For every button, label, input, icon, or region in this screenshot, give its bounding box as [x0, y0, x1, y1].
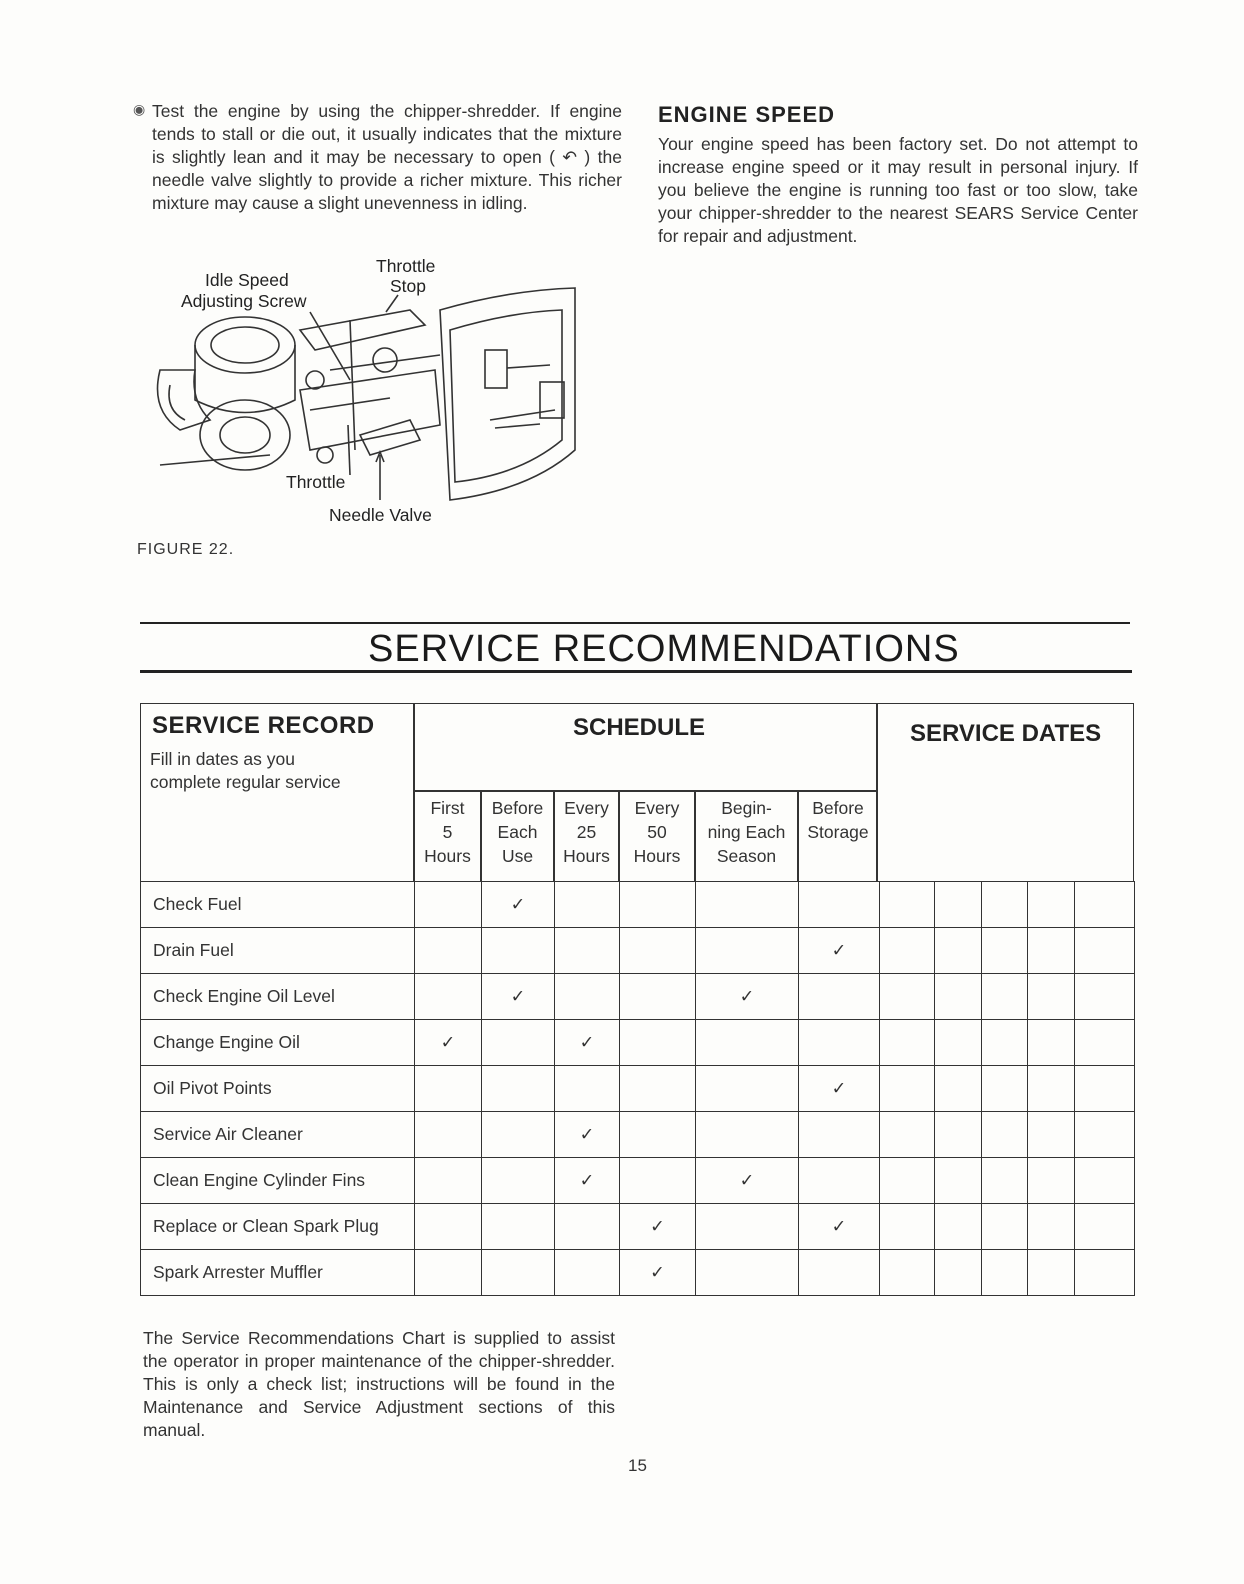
- column-header-line: Before: [812, 798, 864, 818]
- check-mark-icon: ✓: [440, 1032, 456, 1052]
- column-divider: [618, 791, 620, 881]
- check-mark-icon: ✓: [579, 1124, 595, 1144]
- table-row: [141, 974, 1135, 1020]
- service-date-cell[interactable]: [935, 1066, 982, 1112]
- schedule-column-header: [619, 796, 695, 868]
- schedule-cell: [482, 1204, 555, 1250]
- column-header-line: ning Each: [707, 822, 786, 842]
- task-label: Service Air Cleaner: [141, 1112, 415, 1158]
- check-mark-icon: ✓: [510, 986, 526, 1006]
- header-divider: [876, 703, 878, 881]
- service-record-heading: SERVICE RECORD: [152, 712, 375, 739]
- schedule-cell: [555, 1066, 620, 1112]
- column-divider: [694, 791, 696, 881]
- service-date-cell[interactable]: [1075, 928, 1135, 974]
- column-header-line: Hours: [424, 846, 471, 866]
- schedule-cell: [696, 1112, 799, 1158]
- schedule-cell: [799, 974, 880, 1020]
- schedule-cell: [415, 1204, 482, 1250]
- schedule-cell: [799, 1158, 880, 1204]
- schedule-column-header: [695, 796, 798, 868]
- title-rule-bottom: [140, 670, 1132, 673]
- schedule-cell: [799, 928, 880, 974]
- schedule-cell: [555, 1204, 620, 1250]
- schedule-cell: [620, 882, 696, 928]
- column-header-line: 5: [442, 822, 453, 842]
- service-date-cell[interactable]: [982, 1066, 1028, 1112]
- column-header-line: Begin-: [721, 798, 772, 818]
- schedule-cell: [799, 1112, 880, 1158]
- task-label: Spark Arrester Muffler: [141, 1250, 415, 1296]
- schedule-cell: [555, 928, 620, 974]
- schedule-heading: SCHEDULE: [573, 714, 706, 741]
- service-date-cell[interactable]: [880, 974, 935, 1020]
- schedule-cell: [696, 1020, 799, 1066]
- schedule-cell: [620, 974, 696, 1020]
- schedule-column-header: [554, 796, 619, 868]
- service-date-cell[interactable]: [1075, 1158, 1135, 1204]
- schedule-cell: [555, 974, 620, 1020]
- schedule-cell: [696, 974, 799, 1020]
- service-table: [140, 881, 1135, 1296]
- table-row: [141, 1250, 1135, 1296]
- service-date-cell[interactable]: [880, 882, 935, 928]
- check-mark-icon: ✓: [831, 1216, 847, 1236]
- schedule-cell: [799, 1204, 880, 1250]
- schedule-cell: [799, 1066, 880, 1112]
- service-date-cell[interactable]: [1075, 1250, 1135, 1296]
- column-header-line: 25: [576, 822, 597, 842]
- task-label: Oil Pivot Points: [141, 1066, 415, 1112]
- service-date-cell[interactable]: [982, 974, 1028, 1020]
- schedule-cell: [482, 974, 555, 1020]
- footer-paragraph: The Service Recommendations Chart is supplied to assist the operator in proper maintenance of the chipper-shredder. This is only a check list; instructions will be found in the Maintenance and Service Adjustment sections of this manual.: [143, 1328, 615, 1440]
- service-date-cell[interactable]: [880, 1250, 935, 1296]
- task-label: Replace or Clean Spark Plug: [141, 1204, 415, 1250]
- check-mark-icon: ✓: [650, 1216, 665, 1236]
- column-header-line: Hours: [563, 846, 610, 866]
- title-rule-top: [140, 622, 1130, 624]
- service-date-cell[interactable]: [880, 1158, 935, 1204]
- schedule-cell: [415, 928, 482, 974]
- schedule-cell: [620, 1250, 696, 1296]
- schedule-cell: [415, 1066, 482, 1112]
- service-date-cell[interactable]: [1075, 1204, 1135, 1250]
- schedule-cell: [415, 1020, 482, 1066]
- service-date-cell[interactable]: [1028, 974, 1075, 1020]
- service-date-cell[interactable]: [1028, 1204, 1075, 1250]
- task-label: Check Engine Oil Level: [141, 974, 415, 1020]
- column-header-line: Storage: [807, 822, 869, 842]
- schedule-cell: [415, 974, 482, 1020]
- table-row: [141, 1204, 1135, 1250]
- column-header-line: Before: [491, 798, 544, 818]
- column-header-line: Season: [716, 846, 777, 866]
- schedule-cell: [620, 1020, 696, 1066]
- service-date-cell[interactable]: [982, 882, 1028, 928]
- service-date-cell[interactable]: [1028, 1112, 1075, 1158]
- task-label: Check Fuel: [141, 882, 415, 928]
- engine-speed-heading: ENGINE SPEED: [658, 102, 836, 127]
- schedule-cell: [415, 1250, 482, 1296]
- service-date-cell[interactable]: [935, 928, 982, 974]
- schedule-cell: [482, 882, 555, 928]
- service-dates-heading: SERVICE DATES: [910, 720, 1102, 747]
- carburetor-figure: [150, 250, 610, 540]
- schedule-cell: [696, 1204, 799, 1250]
- schedule-cell: [415, 1158, 482, 1204]
- service-date-cell[interactable]: [880, 928, 935, 974]
- column-header-line: Each: [497, 822, 538, 842]
- column-header-line: Every: [564, 798, 609, 818]
- subtitle-line: Fill in dates as you: [150, 749, 295, 769]
- task-label: Drain Fuel: [141, 928, 415, 974]
- table-row: [141, 882, 1135, 928]
- schedule-cell: [696, 928, 799, 974]
- check-mark-icon: ✓: [650, 1262, 665, 1282]
- service-date-cell[interactable]: [935, 1112, 982, 1158]
- schedule-cell: [696, 1158, 799, 1204]
- service-date-cell[interactable]: [1075, 882, 1135, 928]
- column-header-line: First: [430, 798, 465, 818]
- check-mark-icon: ✓: [739, 1170, 755, 1190]
- needle-valve-label: Needle Valve: [329, 505, 432, 525]
- service-date-cell[interactable]: [1028, 928, 1075, 974]
- table-row: [141, 1158, 1135, 1204]
- column-header-line: Use: [501, 846, 534, 866]
- service-date-cell[interactable]: [1075, 1112, 1135, 1158]
- check-mark-icon: ✓: [739, 986, 755, 1006]
- service-date-cell[interactable]: [982, 1020, 1028, 1066]
- schedule-cell: [696, 1066, 799, 1112]
- adjusting-screw-label: Adjusting Screw: [181, 291, 307, 311]
- service-date-cell[interactable]: [1028, 1250, 1075, 1296]
- service-date-cell[interactable]: [1028, 1066, 1075, 1112]
- stop-label: Stop: [390, 276, 426, 296]
- schedule-cell: [620, 1112, 696, 1158]
- service-date-cell[interactable]: [935, 974, 982, 1020]
- bullet-icon: ◉: [133, 101, 146, 117]
- service-date-cell[interactable]: [935, 1204, 982, 1250]
- service-date-cell[interactable]: [880, 1066, 935, 1112]
- service-date-cell[interactable]: [935, 1250, 982, 1296]
- service-date-cell[interactable]: [982, 1158, 1028, 1204]
- engine-speed-paragraph: Your engine speed has been factory set. Do not attempt to increase engine speed or it may result in personal injury. If you believe the engine is running too fast or too slow, take your chipper-shredder to the nearest SEARS Service Center for repair and adjustment.: [658, 134, 1138, 246]
- service-date-cell[interactable]: [935, 1158, 982, 1204]
- schedule-cell: [620, 1066, 696, 1112]
- throttle-stop-label: Throttle: [376, 256, 436, 276]
- schedule-cell: [799, 882, 880, 928]
- schedule-cell: [482, 1066, 555, 1112]
- service-date-cell[interactable]: [1028, 882, 1075, 928]
- check-mark-icon: ✓: [510, 894, 526, 914]
- service-record-subtitle: [150, 748, 341, 794]
- service-date-cell[interactable]: [935, 882, 982, 928]
- check-mark-icon: ✓: [579, 1032, 595, 1052]
- schedule-column-header: [414, 796, 481, 868]
- service-date-cell[interactable]: [880, 1204, 935, 1250]
- schedule-column-header: [481, 796, 554, 868]
- figure-caption: FIGURE 22.: [137, 541, 235, 558]
- service-date-cell[interactable]: [1075, 1066, 1135, 1112]
- schedule-cell: [482, 928, 555, 974]
- schedule-cell: [482, 1112, 555, 1158]
- schedule-cell: [482, 1250, 555, 1296]
- table-row: [141, 928, 1135, 974]
- service-date-cell[interactable]: [1075, 1020, 1135, 1066]
- service-date-cell[interactable]: [982, 1204, 1028, 1250]
- page-number: 15: [628, 1456, 647, 1475]
- idle-speed-label: Idle Speed: [205, 270, 289, 290]
- schedule-cell: [620, 1158, 696, 1204]
- schedule-cell: [620, 928, 696, 974]
- schedule-cell: [799, 1250, 880, 1296]
- schedule-cell: [482, 1020, 555, 1066]
- service-date-cell[interactable]: [1028, 1158, 1075, 1204]
- schedule-cell: [696, 882, 799, 928]
- schedule-cell: [555, 1250, 620, 1296]
- check-mark-icon: ✓: [831, 940, 847, 960]
- column-divider: [480, 791, 482, 881]
- schedule-cell: [482, 1158, 555, 1204]
- task-label: Clean Engine Cylinder Fins: [141, 1158, 415, 1204]
- throttle-label: Throttle: [286, 472, 346, 492]
- service-date-cell[interactable]: [935, 1020, 982, 1066]
- check-mark-icon: ✓: [579, 1170, 595, 1190]
- schedule-cell: [696, 1250, 799, 1296]
- table-row: [141, 1066, 1135, 1112]
- table-row: [141, 1020, 1135, 1066]
- check-mark-icon: ✓: [831, 1078, 847, 1098]
- schedule-column-header: [798, 796, 878, 844]
- column-divider: [797, 791, 799, 881]
- schedule-cell: [555, 882, 620, 928]
- header-divider: [413, 790, 877, 792]
- column-header-line: 50: [647, 822, 667, 842]
- service-date-cell[interactable]: [1075, 974, 1135, 1020]
- schedule-cell: [555, 1112, 620, 1158]
- table-row: [141, 1112, 1135, 1158]
- schedule-cell: [415, 1112, 482, 1158]
- column-header-line: Hours: [633, 846, 681, 866]
- service-date-cell[interactable]: [880, 1112, 935, 1158]
- schedule-cell: [555, 1020, 620, 1066]
- schedule-cell: [799, 1020, 880, 1066]
- column-header-line: Every: [634, 798, 680, 818]
- schedule-cell: [620, 1204, 696, 1250]
- service-date-cell[interactable]: [982, 1112, 1028, 1158]
- column-divider: [553, 791, 555, 881]
- schedule-cell: [555, 1158, 620, 1204]
- service-date-cell[interactable]: [880, 1020, 935, 1066]
- intro-paragraph: Test the engine by using the chipper-shredder. If engine tends to stall or die out, it usually indicates that the mixture is slightly lean and it may be necessary to open ( ↶ ) the needle valve slightly to provide a richer mixture. This richer mixture may cause a slight unevenness in idling.: [152, 101, 622, 213]
- page-title: SERVICE RECOMMENDATIONS: [368, 628, 960, 670]
- service-date-cell[interactable]: [982, 1250, 1028, 1296]
- service-date-cell[interactable]: [1028, 1020, 1075, 1066]
- subtitle-line: complete regular service: [150, 772, 341, 792]
- service-date-cell[interactable]: [982, 928, 1028, 974]
- task-label: Change Engine Oil: [141, 1020, 415, 1066]
- schedule-cell: [415, 882, 482, 928]
